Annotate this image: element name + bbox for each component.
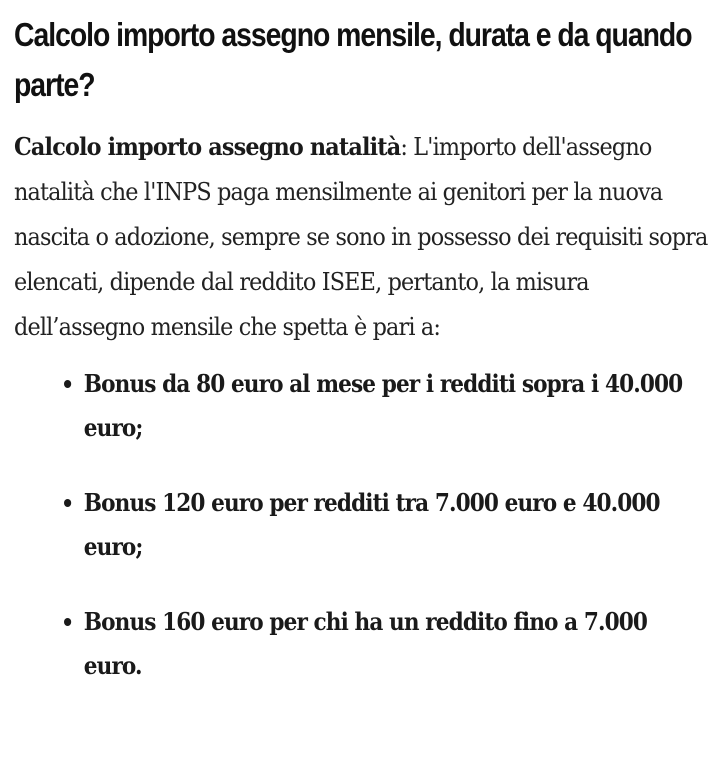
list-item-text: Bonus 160 euro per chi ha un reddito fino a 7.000 euro. — [83, 607, 648, 680]
article — [0, 10, 720, 688]
paragraph-text: : L'importo dell'assegno natalità che l'INPS paga mensilmente ai genitori per la nuova nascita o adozione, sempre se sono in possesso dei requisiti sopra elencati, dipende dal reddito ISEE, pertanto, la misura dell’assegno mensile che spetta è pari a: — [14, 133, 708, 341]
list-item-text: Bonus 120 euro per redditi tra 7.000 euro e 40.000 euro; — [83, 488, 660, 561]
bullet-dot-icon — [64, 499, 71, 507]
bullet-dot-icon — [64, 618, 71, 626]
list-item — [64, 600, 696, 688]
list-item — [64, 481, 696, 569]
paragraph-bold-lead: Calcolo importo assegno natalità — [14, 132, 401, 161]
section-heading: Calcolo importo assegno mensile, durata e da quando parte? — [14, 16, 692, 103]
intro-paragraph — [14, 124, 720, 350]
bonus-list — [14, 362, 706, 688]
list-item-text: Bonus da 80 euro al mese per i redditi sopra i 40.000 euro; — [83, 369, 683, 442]
list-item — [64, 362, 696, 450]
bullet-dot-icon — [64, 380, 71, 388]
